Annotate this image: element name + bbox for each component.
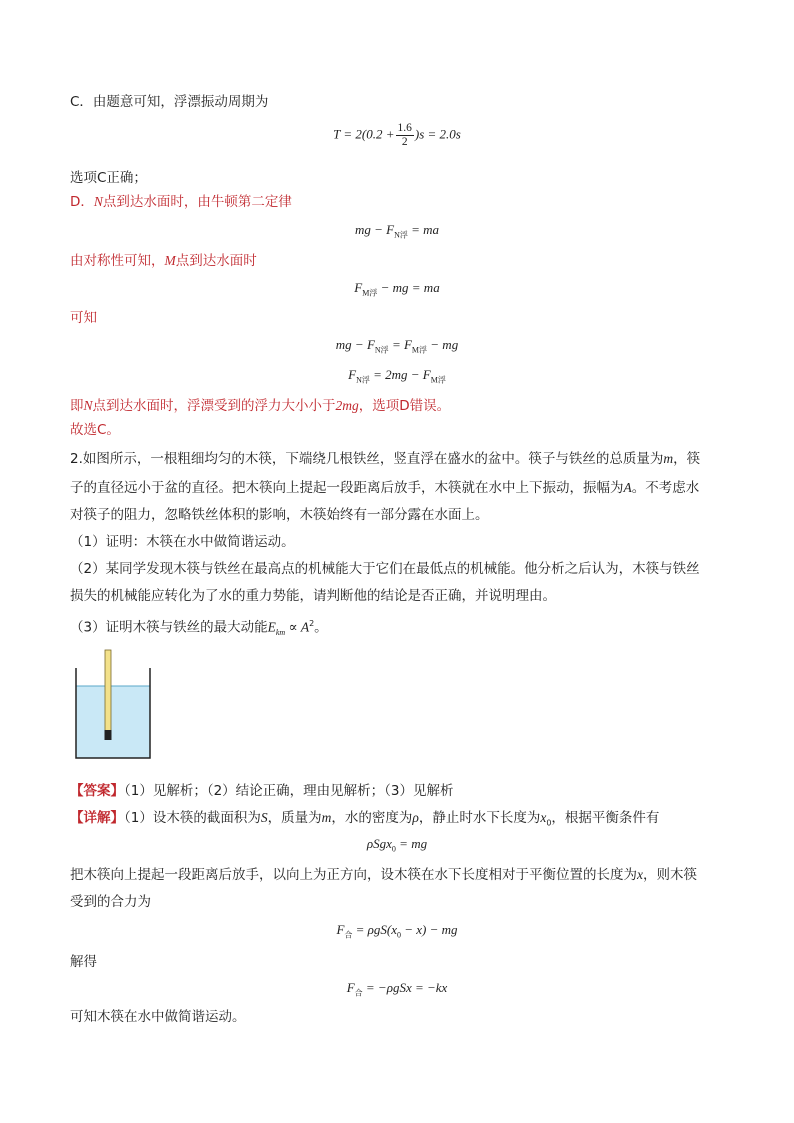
final-choice: 故选C。 [70, 422, 120, 438]
question-2-line-3: 对筷子的阻力，忽略铁丝体积的影响，木筷始终有一部分露在水面上。 [70, 507, 489, 523]
question-2-part-1: （1）证明：木筷在水中做简谐运动。 [70, 534, 295, 550]
final-conclusion: 可知木筷在水中做简谐运动。 [70, 1009, 246, 1025]
option-c-conclusion: 选项C正确； [70, 170, 147, 186]
basin-diagram [74, 648, 154, 762]
question-2-part-2a: （2）某同学发现木筷与铁丝在最高点的机械能大于它们在最低点的机械能。他分析之后认为，木筷与铁丝 [70, 561, 700, 577]
symmetry-text: 由对称性可知，M点到达水面时 [70, 253, 257, 269]
equation-shm: $F_合 = -\rho gSx = -kx$ [346, 980, 448, 998]
detail-line-3: 受到的合力为 [70, 894, 151, 910]
equation-period: T = 2(0.2 + $\frac{1.6}{2}$ )s = 2.0s [333, 122, 461, 148]
equation-buoyancy: $F_{N浮} = 2mg - F_{M浮}$ [348, 367, 446, 385]
equation-equilibrium: ρSgx$_0$ = mg [366, 836, 428, 854]
equation-newton-n: mg − $F_{N浮}$ = ma [354, 222, 440, 240]
question-2-part-2b: 损失的机械能应转化为了水的重力势能，请判断他的结论是否正确，并说明理由。 [70, 588, 556, 604]
answer-line: 【答案】（1）见解析；（2）结论正确，理由见解析；（3）见解析 [70, 783, 454, 799]
option-d-conclusion: 即N点到达水面时，浮漂受到的浮力大小小于2mg，选项D错误。 [70, 398, 451, 414]
question-2-line-1: 2.如图所示，一根粗细均匀的木筷，下端绕几根铁丝，竖直浮在盛水的盆中。筷子与铁丝的总质量为m，筷 [70, 451, 701, 467]
jiede-text: 解得 [70, 954, 97, 970]
kezhi-text: 可知 [70, 310, 97, 326]
water [76, 686, 150, 758]
detail-line-2: 把木筷向上提起一段距离后放手，以向上为正方向，设木筷在水下长度相对于平衡位置的长度为x，则木筷 [70, 867, 697, 883]
question-2-line-2: 子的直径远小于盆的直径。把木筷向上提起一段距离后放手，木筷就在水中上下振动，振幅为A。不考虑水 [70, 480, 700, 496]
fraction: $\frac{1.6}{2}$ [397, 122, 412, 148]
question-2-part-3: （3）证明木筷与铁丝的最大动能$E_{km} \propto A^2$。 [70, 619, 328, 638]
equation-newton-m: $F_{M浮}$ − mg = ma [354, 280, 440, 298]
equation-combined: mg − $F_{N浮} = F_{M浮}$ − mg [335, 337, 459, 355]
detail-line-1: 【详解】（1）设木筷的截面积为S，质量为m，水的密度为ρ，静止时水下长度为$x_0$，根据平衡条件有 [70, 810, 660, 828]
iron-wire [105, 730, 112, 740]
option-d-intro: D．N点到达水面时，由牛顿第二定律 [70, 194, 292, 210]
option-c-intro: C．由题意可知，浮漂振动周期为 [70, 94, 269, 110]
chopstick [105, 650, 111, 736]
equation-net-force: $F_合 = \rho gS(x_0 - x)$ − mg [336, 922, 458, 940]
